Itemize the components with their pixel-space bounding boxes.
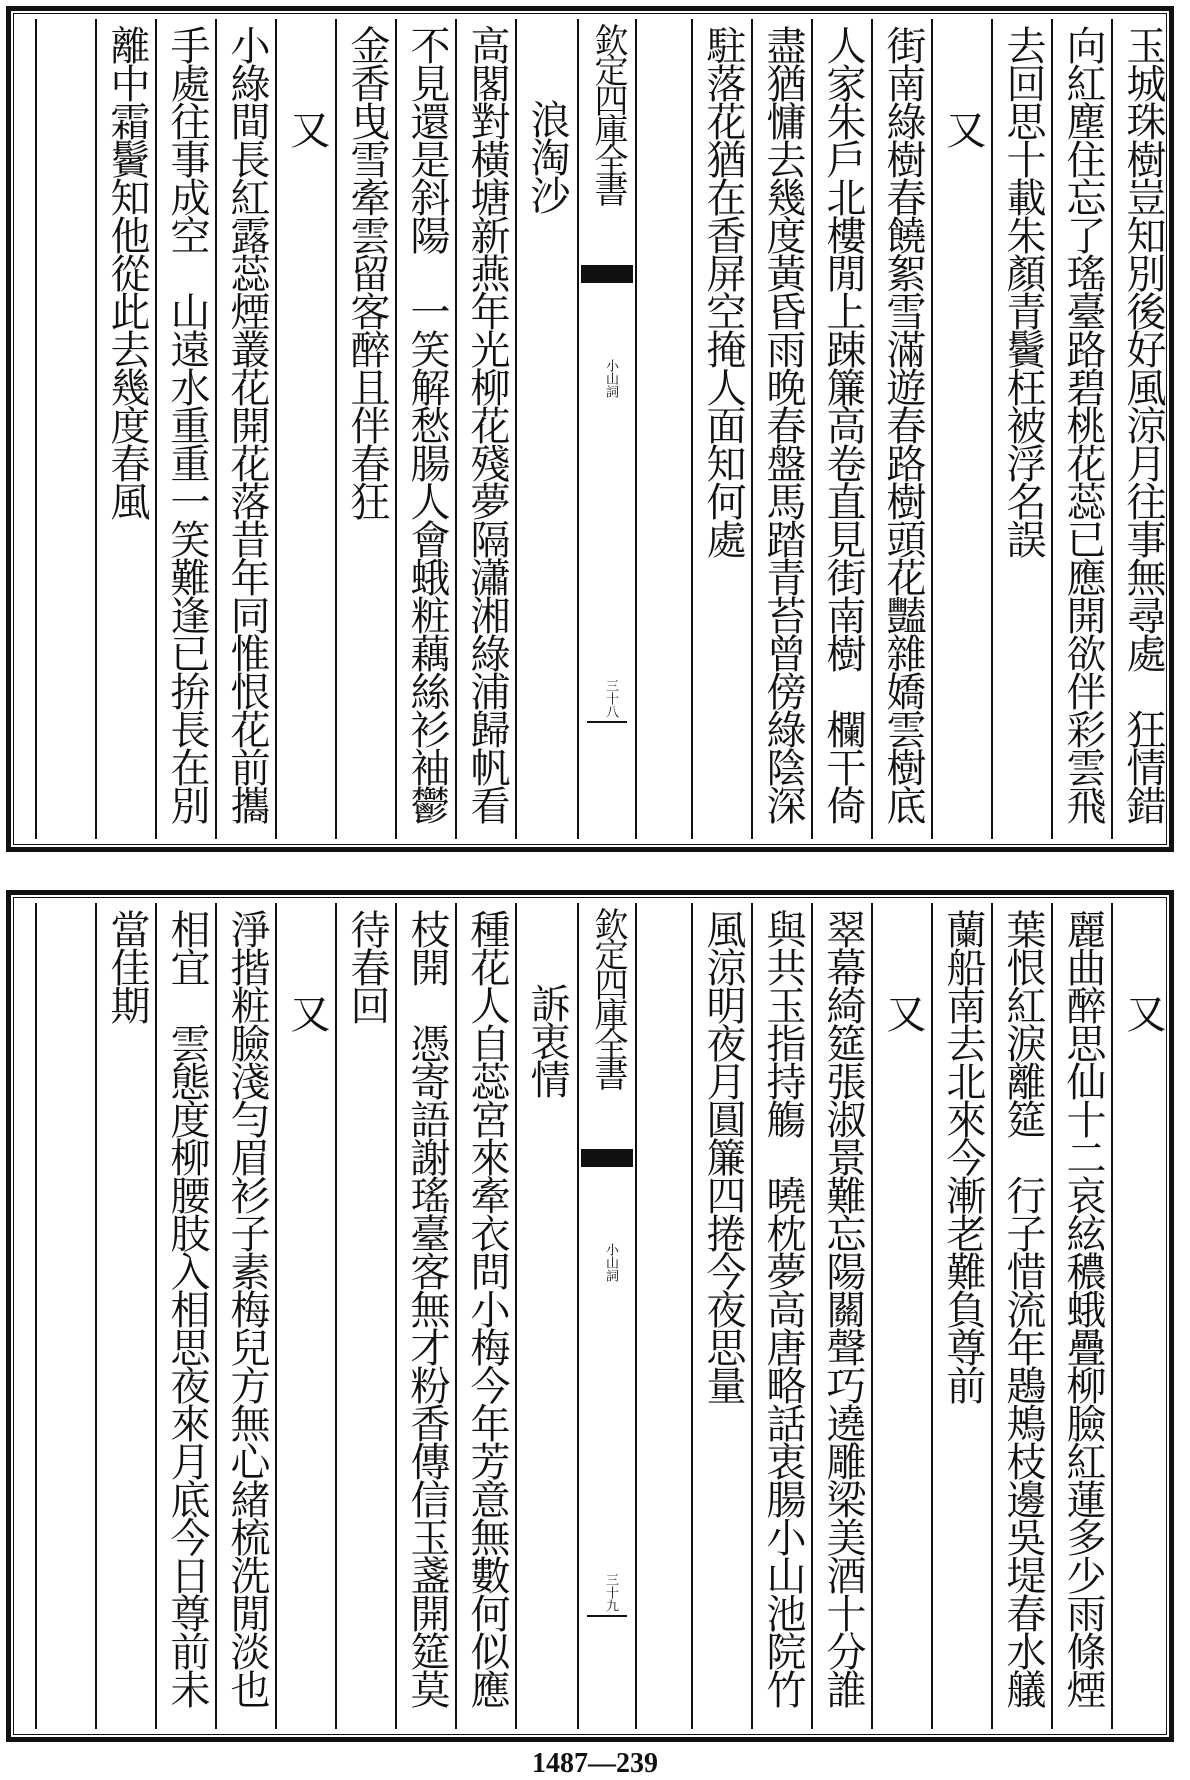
text-column xyxy=(455,19,515,839)
text-column xyxy=(155,19,215,839)
text-column xyxy=(155,903,215,1729)
text-column xyxy=(275,19,335,839)
text-column xyxy=(871,19,931,839)
gutter-title: 欽定四庫全書 xyxy=(588,907,628,1087)
text-column xyxy=(395,903,455,1729)
column-text: 與共玉指持觴 曉枕夢高唐略話衷腸小山池院竹 xyxy=(760,909,806,1707)
text-column xyxy=(515,903,575,1729)
column-text: 訴衷情 xyxy=(524,983,570,1097)
text-column xyxy=(35,19,95,839)
column-text: 駐落花猶在香屏空掩人面知何處 xyxy=(700,25,746,557)
page-footer-number: 1487—239 xyxy=(532,1748,658,1779)
text-column xyxy=(215,19,275,839)
column-text: 待春回 xyxy=(344,909,390,1023)
gutter-page-number: 三十九 xyxy=(603,1573,618,1612)
column-text: 葉恨紅淚離筵 行子惜流年鶗鴂枝邊吳堤春水艤 xyxy=(1000,909,1046,1707)
bottom-columns xyxy=(19,903,1166,1729)
text-column xyxy=(1111,903,1171,1729)
text-column xyxy=(751,19,811,839)
column-text: 向紅塵住忘了瑤臺路碧桃花蕊已應開欲伴彩雲飛 xyxy=(1060,25,1106,823)
column-text: 去回思十載朱顏青鬢枉被浮名誤 xyxy=(1000,25,1046,557)
column-text: 種花人自蕊宮來牽衣問小梅今年芳意無數何似應 xyxy=(464,909,510,1707)
text-column xyxy=(335,903,395,1729)
fish-tail-mark xyxy=(581,1149,633,1167)
text-column xyxy=(1051,903,1111,1729)
column-text: 高閣對橫塘新燕年光柳花殘夢隔瀟湘綠浦歸帆看 xyxy=(464,25,510,823)
text-column xyxy=(751,903,811,1729)
gutter-rule xyxy=(587,1615,627,1617)
bottom-page-panel xyxy=(6,890,1174,1742)
text-column xyxy=(931,19,991,839)
text-column xyxy=(455,903,515,1729)
text-column xyxy=(811,19,871,839)
column-text: 又 xyxy=(940,109,986,147)
gutter-subtitle: 小山詞 xyxy=(603,359,618,398)
text-column xyxy=(991,19,1051,839)
text-column xyxy=(1111,19,1171,839)
text-column xyxy=(335,19,395,839)
column-text: 相宜 雲態度柳腰肢入相思夜來月底今日尊前未 xyxy=(164,909,210,1707)
text-column xyxy=(1051,19,1111,839)
column-text: 離中霜鬢知他從此去幾度春風 xyxy=(104,25,150,519)
top-page-panel xyxy=(6,6,1174,852)
text-column xyxy=(95,19,155,839)
column-text: 蘭船南去北來今漸老難負尊前 xyxy=(940,909,986,1403)
text-column xyxy=(35,903,95,1729)
text-column xyxy=(515,19,575,839)
column-text: 金香曳雪牽雲留客醉且伴春狂 xyxy=(344,25,390,519)
column-text: 街南綠樹春饒絮雪滿遊春路樹頭花豔雜嬌雲樹底 xyxy=(880,25,926,823)
text-column xyxy=(275,903,335,1729)
column-text: 小綠間長紅露蕊煙叢花開花落昔年同惟恨花前攜 xyxy=(224,25,270,823)
text-column xyxy=(395,19,455,839)
column-text: 當佳期 xyxy=(104,909,150,1023)
gutter-rule xyxy=(587,721,627,723)
fish-tail-mark xyxy=(581,265,633,283)
text-column xyxy=(991,903,1051,1729)
column-text: 風涼明夜月圓簾四捲今夜思量 xyxy=(700,909,746,1403)
text-column xyxy=(871,903,931,1729)
column-text: 麗曲醉思仙十二哀絃穠蛾疊柳臉紅蓮多少雨條煙 xyxy=(1060,909,1106,1707)
column-text: 又 xyxy=(880,993,926,1031)
text-column xyxy=(215,903,275,1729)
column-text: 不見還是斜陽 一笑解愁腸人會蛾粧藕絲衫袖鬱 xyxy=(404,25,450,823)
column-text: 又 xyxy=(284,993,330,1031)
text-column xyxy=(691,903,751,1729)
gutter-subtitle: 小山詞 xyxy=(603,1243,618,1282)
text-column xyxy=(931,903,991,1729)
column-text: 又 xyxy=(284,109,330,147)
column-text: 枝開 憑寄語謝瑤臺客無才粉香傳信玉盞開筵莫 xyxy=(404,909,450,1707)
column-text: 翠幕綺筵張淑景難忘陽關聲巧遶雕梁美酒十分誰 xyxy=(820,909,866,1707)
text-column xyxy=(691,19,751,839)
gutter-title: 欽定四庫全書 xyxy=(588,23,628,203)
column-text: 手處往事成空 山遠水重重一笑難逢已拚長在別 xyxy=(164,25,210,823)
gutter-page-number: 三十八 xyxy=(603,679,618,718)
column-text: 人家朱戶北樓閒上踈簾高卷直見街南樹 欄干倚 xyxy=(820,25,866,823)
center-gutter xyxy=(577,19,637,839)
column-text: 又 xyxy=(1120,993,1166,1031)
center-gutter xyxy=(577,903,637,1729)
text-column xyxy=(811,903,871,1729)
top-columns xyxy=(19,19,1166,839)
column-text: 玉城珠樹豈知別後好風涼月往事無尋處 狂情錯 xyxy=(1120,25,1166,823)
column-text: 淨揩粧臉淺勻眉衫子素梅兒方無心緒梳洗閒淡也 xyxy=(224,909,270,1707)
text-column xyxy=(95,903,155,1729)
column-text: 浪淘沙 xyxy=(524,99,570,213)
column-text: 盡猶慵去幾度黃昏雨晚春盤馬踏青苔曾傍綠陰深 xyxy=(760,25,806,823)
